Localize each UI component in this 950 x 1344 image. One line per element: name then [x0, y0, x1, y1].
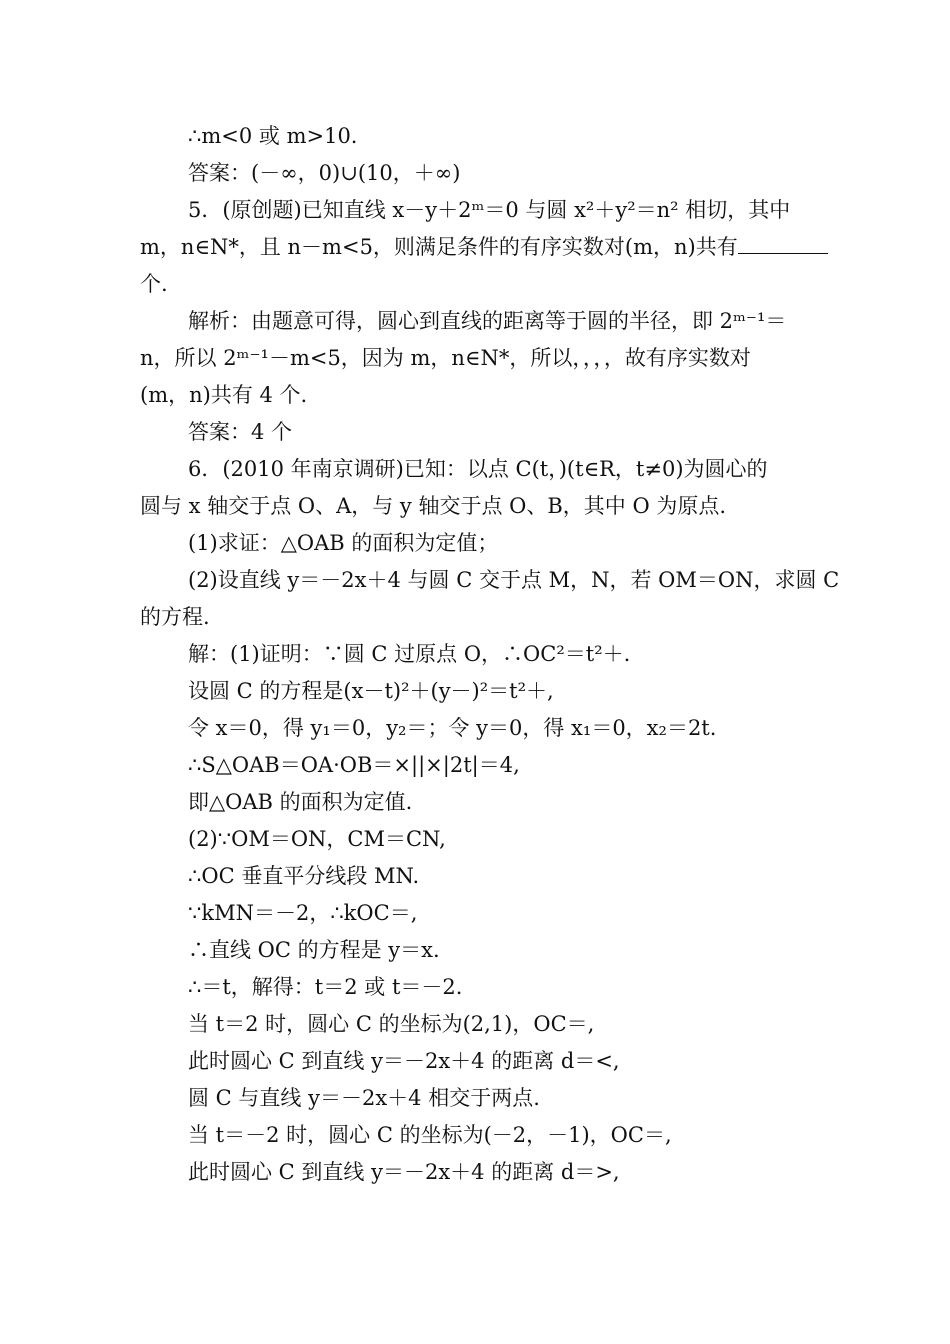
text-line-19: 即△OAB 的面积为定值. — [188, 790, 413, 814]
text-line-23: ∴直线 OC 的方程是 y＝x. — [188, 938, 440, 962]
text-line-2: 答案：(－∞，0)∪(10，＋∞) — [188, 161, 461, 185]
text-line-17: 令 x＝0，得 y₁＝0，y₂＝；令 y＝0，得 x₁＝0，x₂＝2t. — [188, 716, 717, 740]
text-line-5: 个. — [140, 272, 168, 296]
text-line-20: (2)∵OM＝ON，CM＝CN, — [188, 827, 446, 851]
text-line-13: (2)设直线 y＝－2x＋4 与圆 C 交于点 M，N，若 OM＝ON，求圆 C — [188, 568, 840, 592]
text-line-18: ∴S△OAB＝OA·OB＝×||×|2t|＝4, — [188, 753, 520, 777]
text-line-6: 解析：由题意可得，圆心到直线的距离等于圆的半径，即 2ᵐ⁻¹＝ — [188, 309, 787, 333]
text-line-7: n，所以 2ᵐ⁻¹－m<5，因为 m，n∈N*，所以，，，，故有序实数对 — [140, 346, 751, 370]
text-line-21: ∴OC 垂直平分线段 MN. — [188, 864, 420, 888]
text-line-12: (1)求证：△OAB 的面积为定值； — [188, 531, 499, 555]
text-line-1: ∴m<0 或 m>10. — [188, 124, 358, 148]
text-line-24: ∴＝t，解得：t＝2 或 t＝－2. — [188, 975, 463, 999]
text-line-25: 当 t＝2 时，圆心 C 的坐标为(2,1)，OC＝, — [188, 1012, 595, 1036]
text-line-9: 答案：4 个 — [188, 420, 293, 444]
text-line-10: 6．(2010 年南京调研)已知：以点 C(t，)(t∈R，t≠0)为圆心的 — [188, 457, 768, 481]
text-line-11: 圆与 x 轴交于点 O、A，与 y 轴交于点 O、B，其中 O 为原点. — [140, 494, 727, 518]
text-line-22: ∵kMN＝－2，∴kOC＝, — [188, 901, 418, 925]
text-line-26: 此时圆心 C 到直线 y＝－2x＋4 的距离 d＝<, — [188, 1049, 620, 1073]
text-line-4-text: m，n∈N*，且 n－m<5，则满足条件的有序实数对(m，n)共有 — [140, 235, 738, 259]
text-line-28: 当 t＝－2 时，圆心 C 的坐标为(－2，－1)，OC＝, — [188, 1123, 672, 1147]
text-line-15: 解：(1)证明：∵圆 C 过原点 O，∴OC²＝t²＋. — [188, 642, 631, 666]
text-line-8: (m，n)共有 4 个. — [140, 383, 308, 407]
text-line-14: 的方程. — [140, 605, 210, 629]
text-line-4 — [140, 232, 828, 262]
text-line-3: 5．(原创题)已知直线 x－y＋2ᵐ＝0 与圆 x²＋y²＝n² 相切，其中 — [188, 198, 791, 222]
text-line-27: 圆 C 与直线 y＝－2x＋4 相交于两点. — [188, 1086, 540, 1110]
answer-blank — [738, 233, 828, 254]
text-line-29: 此时圆心 C 到直线 y＝－2x＋4 的距离 d＝>, — [188, 1160, 620, 1184]
text-line-16: 设圆 C 的方程是(x－t)²＋(y－)²＝t²＋, — [188, 679, 554, 703]
